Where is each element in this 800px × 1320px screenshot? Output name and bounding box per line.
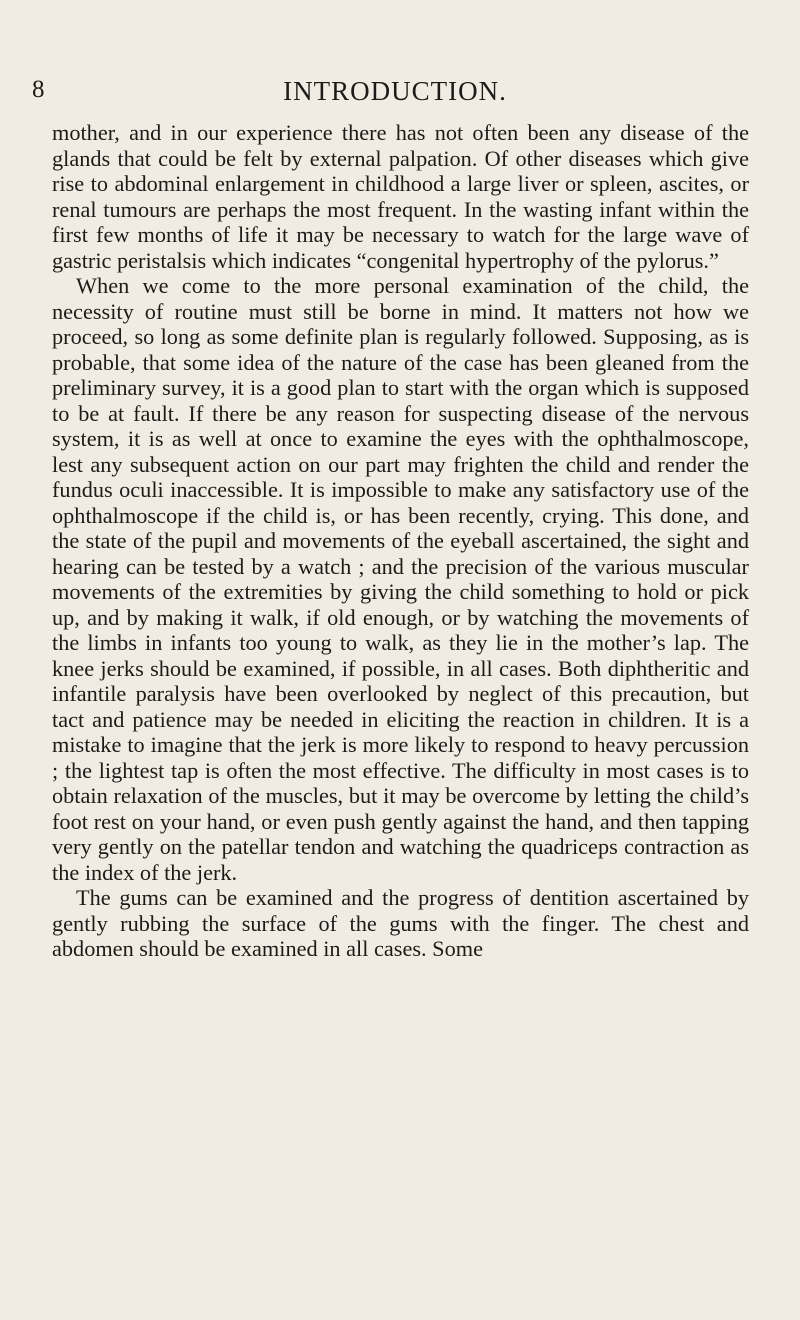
running-head: INTRODUCTION. [283, 76, 507, 106]
paragraph-1: mother, and in our experience there has not often been any disease of the glands that could be felt by external palpation. Of other diseases which give rise to abdominal enlargement in childhood a large liver or spleen, ascites, or renal tumours are perhaps the most frequent. In the wasting infant within the first few months of life it may be necessary to watch for the large wave of gastric peristalsis which indicates “congenital hypertrophy of the pylorus.” [52, 120, 749, 273]
paragraph-3: The gums can be examined and the progress of dentition ascertained by gently rubbing the surface of the gums with the finger. The chest and abdomen should be examined in all cases. Some [52, 885, 749, 961]
page-header [32, 76, 758, 116]
page-number: 8 [32, 76, 45, 103]
paragraph-2: When we come to the more personal examination of the child, the necessity of routine must still be borne in mind. It matters not how we proceed, so long as some definite plan is regularly followed. Supposing, as is probable, that some idea of the nature of the case has been gleaned from the preliminary survey, it is a good plan to start with the organ which is supposed to be at fault. If there be any reason for suspecting disease of the nervous system, it is as well at once to examine the eyes with the ophthalmoscope, lest any subsequent action on our part may frighten the child and render the fundus oculi inaccessible. It is impossible to make any satisfactory use of the ophthalmoscope if the child is, or has been recently, crying. This done, and the state of the pupil and movements of the eyeball ascertained, the sight and hearing can be tested by a watch ; and the precision of the various muscular movements of the extremities by giving the child something to hold or pick up, and by making it walk, if old enough, or by watching the movements of the limbs in infants too young to walk, as they lie in the mother’s lap. The knee jerks should be examined, if possible, in all cases. Both diphtheritic and infantile paralysis have been overlooked by neglect of this precaution, but tact and patience may be needed in eliciting the reaction in children. It is a mistake to imagine that the jerk is more likely to respond to heavy percussion ; the lightest tap is often the most effective. The difficulty in most cases is to obtain relaxation of the muscles, but it may be overcome by letting the child’s foot rest on your hand, or even push gently against the hand, and then tapping very gently on the patellar tendon and watching the quadriceps contraction as the index of the jerk. [52, 273, 749, 885]
body-text [52, 120, 749, 962]
